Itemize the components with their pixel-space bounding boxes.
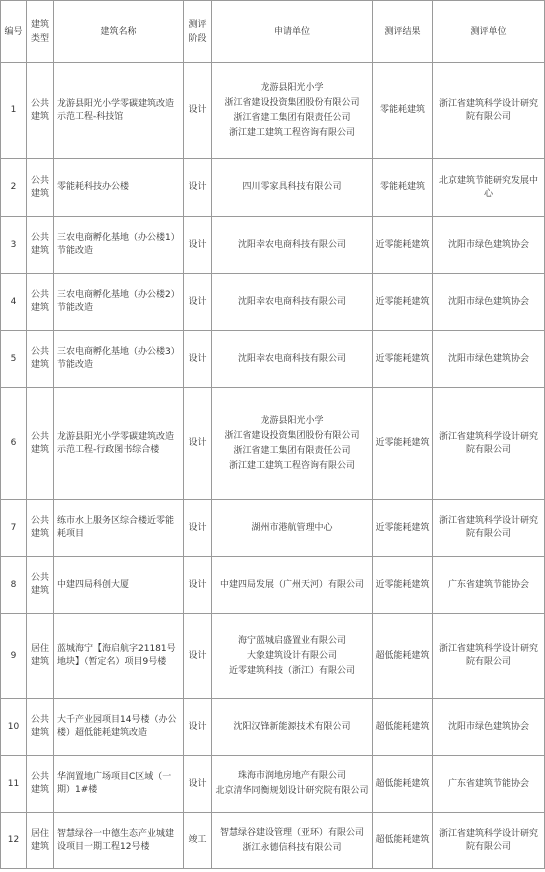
header-number: 编号 bbox=[1, 1, 27, 63]
row-result: 超低能耗建筑 bbox=[373, 699, 433, 756]
row-building-name: 龙游县阳光小学零碳建筑改造示范工程-科技馆 bbox=[54, 63, 184, 159]
row-stage: 设计 bbox=[184, 63, 212, 159]
row-number: 5 bbox=[1, 331, 27, 388]
row-building-name: 三农电商孵化基地（办公楼2）节能改造 bbox=[54, 274, 184, 331]
applicant-unit: 近零建筑科技（浙江）有限公司 bbox=[228, 665, 355, 676]
row-number: 4 bbox=[1, 274, 27, 331]
row-building-type: 公共建筑 bbox=[27, 331, 54, 388]
row-result: 近零能耗建筑 bbox=[373, 331, 433, 388]
row-building-name: 练市水上服务区综合楼近零能耗项目 bbox=[54, 500, 184, 557]
row-stage: 设计 bbox=[184, 274, 212, 331]
row-result: 近零能耗建筑 bbox=[373, 274, 433, 331]
row-building-type: 居住建筑 bbox=[27, 614, 54, 699]
row-evaluator: 广东省建筑节能协会 bbox=[433, 756, 545, 813]
row-number: 3 bbox=[1, 217, 27, 274]
row-applicant bbox=[212, 699, 373, 756]
row-stage: 设计 bbox=[184, 699, 212, 756]
row-number: 10 bbox=[1, 699, 27, 756]
applicant-unit: 浙江省建工集团有限责任公司 bbox=[233, 445, 351, 456]
row-evaluator: 沈阳市绿色建筑协会 bbox=[433, 217, 545, 274]
row-stage: 设计 bbox=[184, 756, 212, 813]
row-building-name: 大千产业园项目14号楼（办公楼）超低能耗建筑改造 bbox=[54, 699, 184, 756]
row-applicant bbox=[212, 813, 373, 869]
header-stage: 测评阶段 bbox=[184, 1, 212, 63]
row-number: 12 bbox=[1, 813, 27, 869]
table-row bbox=[1, 159, 545, 217]
row-applicant bbox=[212, 614, 373, 699]
applicant-unit: 浙江建工建筑工程咨询有限公司 bbox=[228, 460, 355, 471]
row-result: 零能耗建筑 bbox=[373, 63, 433, 159]
applicant-unit: 智慧绿谷建设管理（亚环）有限公司 bbox=[219, 827, 364, 838]
row-stage: 设计 bbox=[184, 500, 212, 557]
row-building-name: 三农电商孵化基地（办公楼1）节能改造 bbox=[54, 217, 184, 274]
row-evaluator: 广东省建筑节能协会 bbox=[433, 557, 545, 614]
applicant-unit: 中建四局发展（广州天河）有限公司 bbox=[219, 579, 364, 590]
applicant-unit: 浙江省建设投资集团股份有限公司 bbox=[224, 430, 360, 441]
row-result: 超低能耗建筑 bbox=[373, 813, 433, 869]
row-number: 6 bbox=[1, 388, 27, 500]
row-result: 超低能耗建筑 bbox=[373, 614, 433, 699]
row-result: 近零能耗建筑 bbox=[373, 217, 433, 274]
row-result: 近零能耗建筑 bbox=[373, 388, 433, 500]
applicant-unit: 浙江省建工集团有限责任公司 bbox=[233, 112, 351, 123]
row-result: 超低能耗建筑 bbox=[373, 756, 433, 813]
row-building-type: 居住建筑 bbox=[27, 813, 54, 869]
table-row bbox=[1, 699, 545, 756]
table-row bbox=[1, 614, 545, 699]
row-evaluator: 北京建筑节能研究发展中心 bbox=[433, 159, 545, 217]
row-building-type: 公共建筑 bbox=[27, 756, 54, 813]
header-building-type: 建筑类型 bbox=[27, 1, 54, 63]
row-stage: 设计 bbox=[184, 159, 212, 217]
row-evaluator: 沈阳市绿色建筑协会 bbox=[433, 699, 545, 756]
row-evaluator: 浙江省建筑科学设计研究院有限公司 bbox=[433, 614, 545, 699]
row-applicant bbox=[212, 557, 373, 614]
row-number: 8 bbox=[1, 557, 27, 614]
applicant-unit: 大象建筑设计有限公司 bbox=[246, 650, 337, 661]
row-stage: 设计 bbox=[184, 557, 212, 614]
table-body bbox=[1, 63, 545, 869]
row-applicant bbox=[212, 159, 373, 217]
applicant-unit: 沈阳幸农电商科技有限公司 bbox=[237, 353, 346, 364]
header-applicant: 申请单位 bbox=[212, 1, 373, 63]
row-result: 近零能耗建筑 bbox=[373, 557, 433, 614]
row-number: 2 bbox=[1, 159, 27, 217]
row-stage: 设计 bbox=[184, 331, 212, 388]
row-building-name: 零能耗科技办公楼 bbox=[54, 159, 184, 217]
applicant-unit: 浙江永德信科技有限公司 bbox=[242, 842, 342, 853]
row-applicant bbox=[212, 331, 373, 388]
row-stage: 竣工 bbox=[184, 813, 212, 869]
row-evaluator: 浙江省建筑科学设计研究院有限公司 bbox=[433, 500, 545, 557]
row-building-type: 公共建筑 bbox=[27, 274, 54, 331]
header-evaluator: 测评单位 bbox=[433, 1, 545, 63]
row-number: 1 bbox=[1, 63, 27, 159]
row-evaluator: 浙江省建筑科学设计研究院有限公司 bbox=[433, 63, 545, 159]
row-stage: 设计 bbox=[184, 614, 212, 699]
applicant-unit: 浙江省建设投资集团股份有限公司 bbox=[224, 97, 360, 108]
row-evaluator: 浙江省建筑科学设计研究院有限公司 bbox=[433, 388, 545, 500]
applicant-unit: 珠海市润地房地产有限公司 bbox=[237, 771, 346, 781]
applicant-unit: 北京清华同衡规划设计研究院有限公司 bbox=[215, 786, 369, 796]
table-row bbox=[1, 331, 545, 388]
row-evaluator: 沈阳市绿色建筑协会 bbox=[433, 331, 545, 388]
row-number: 9 bbox=[1, 614, 27, 699]
applicant-unit: 湖州市港航管理中心 bbox=[251, 522, 333, 533]
table-row bbox=[1, 557, 545, 614]
applicant-unit: 沈阳幸农电商科技有限公司 bbox=[237, 239, 346, 250]
row-applicant bbox=[212, 217, 373, 274]
table-row bbox=[1, 217, 545, 274]
applicant-unit: 龙游县阳光小学 bbox=[260, 415, 324, 426]
row-evaluator: 浙江省建筑科学设计研究院有限公司 bbox=[433, 813, 545, 869]
row-building-name: 三农电商孵化基地（办公楼3）节能改造 bbox=[54, 331, 184, 388]
table-row bbox=[1, 500, 545, 557]
row-building-name: 华润置地广场项目C区域（一期）1#楼 bbox=[54, 756, 184, 813]
row-building-type: 公共建筑 bbox=[27, 159, 54, 217]
table-row bbox=[1, 813, 545, 869]
applicant-unit: 龙游县阳光小学 bbox=[260, 82, 324, 93]
table-row bbox=[1, 274, 545, 331]
row-building-type: 公共建筑 bbox=[27, 699, 54, 756]
table-row bbox=[1, 756, 545, 813]
row-evaluator: 沈阳市绿色建筑协会 bbox=[433, 274, 545, 331]
table-row bbox=[1, 388, 545, 500]
row-result: 近零能耗建筑 bbox=[373, 500, 433, 557]
row-building-type: 公共建筑 bbox=[27, 557, 54, 614]
applicant-unit: 浙江建工建筑工程咨询有限公司 bbox=[228, 127, 355, 138]
row-building-type: 公共建筑 bbox=[27, 388, 54, 500]
row-building-type: 公共建筑 bbox=[27, 217, 54, 274]
header-result: 测评结果 bbox=[373, 1, 433, 63]
row-building-name: 蓝城海宁【海启航字21181号地块】（暂定名）项目9号楼 bbox=[54, 614, 184, 699]
row-building-name: 中建四局科创大厦 bbox=[54, 557, 184, 614]
applicant-unit: 沈阳幸农电商科技有限公司 bbox=[237, 296, 346, 307]
row-applicant bbox=[212, 388, 373, 500]
row-applicant bbox=[212, 500, 373, 557]
row-stage: 设计 bbox=[184, 388, 212, 500]
row-applicant bbox=[212, 274, 373, 331]
applicant-unit: 海宁蓝城启盛置业有限公司 bbox=[237, 635, 346, 646]
table-row bbox=[1, 63, 545, 159]
row-number: 11 bbox=[1, 756, 27, 813]
row-building-name: 智慧绿谷一中德生态产业城建设项目一期工程12号楼 bbox=[54, 813, 184, 869]
row-applicant bbox=[212, 756, 373, 813]
table-header-row bbox=[1, 1, 545, 63]
row-stage: 设计 bbox=[184, 217, 212, 274]
row-result: 零能耗建筑 bbox=[373, 159, 433, 217]
row-building-type: 公共建筑 bbox=[27, 63, 54, 159]
row-applicant bbox=[212, 63, 373, 159]
row-number: 7 bbox=[1, 500, 27, 557]
applicant-unit: 四川零家具科技有限公司 bbox=[242, 182, 342, 192]
row-building-type: 公共建筑 bbox=[27, 500, 54, 557]
header-building-name: 建筑名称 bbox=[54, 1, 184, 63]
row-building-name: 龙游县阳光小学零碳建筑改造示范工程-行政图书综合楼 bbox=[54, 388, 184, 500]
applicant-unit: 沈阳汉锋新能源技术有限公司 bbox=[233, 721, 351, 732]
